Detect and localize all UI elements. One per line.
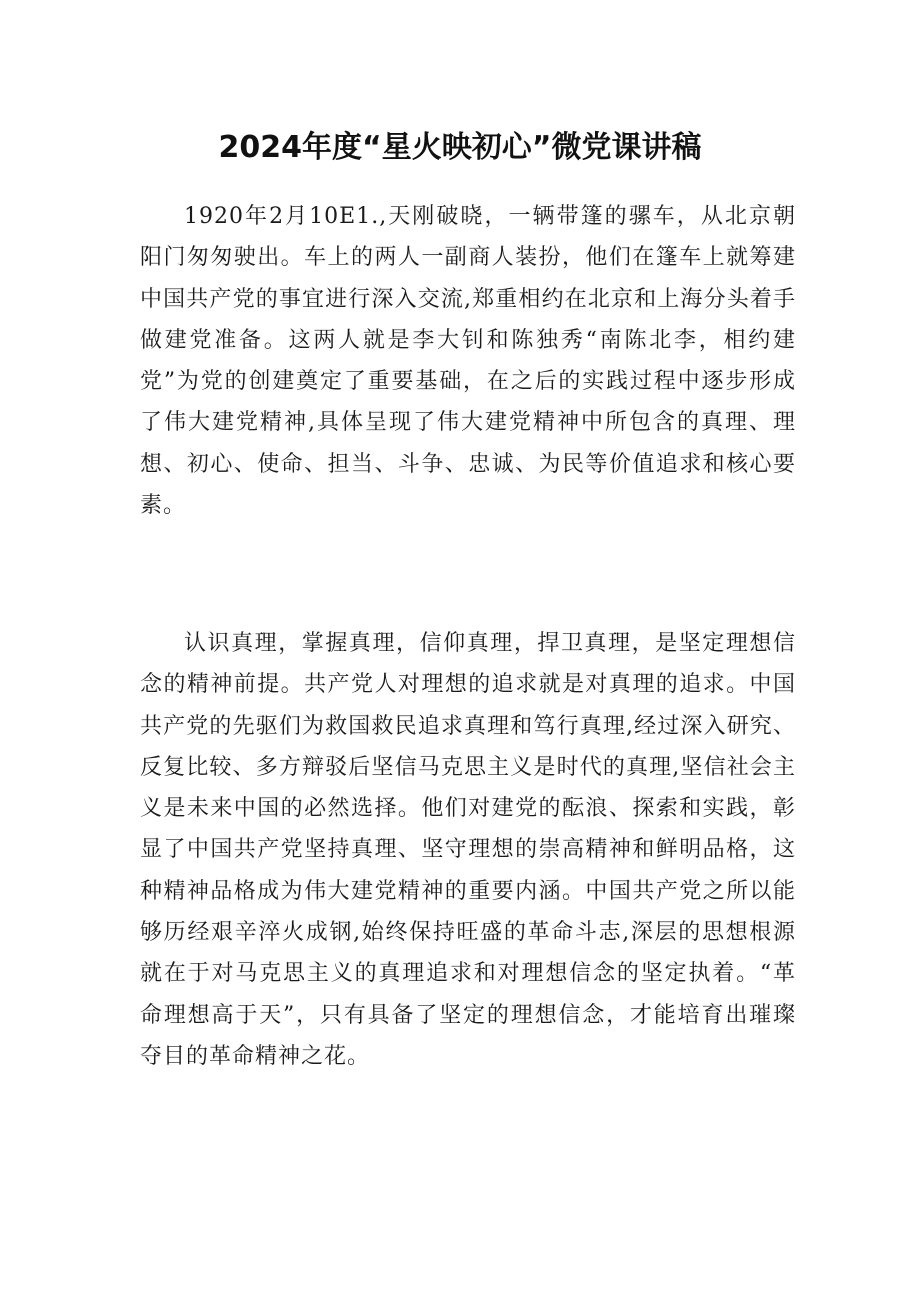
page-title: 2024年度“星火映初心”微党课讲稿 bbox=[218, 130, 702, 165]
paragraph-1: 1920年2月10E1.,天刚破晓，一辆带篷的骡车，从北京朝阳门匆匆驶出。车上的两人一副商人装扮，他们在篷车上就筹建中国共产党的事宜进行深入交流,郑重相约在北京和上海分头着手做建党准备。这两人就是李大钊和陈独秀“南陈北李，相约建党”为党的创建奠定了重要基础，在之后的实践过程中逐步形成了伟大建党精神,具体呈现了伟大建党精神中所包含的真理、理想、初心、使命、担当、斗争、忠诚、为民等价值追求和核心要素。 bbox=[140, 204, 796, 519]
paragraph-2: 认识真理，掌握真理，信仰真理，捍卫真理，是坚定理想信念的精神前提。共产党人对理想的追求就是对真理的追求。中国共产党的先驱们为救国救民追求真理和笃行真理,经过深入研究、反复比较、多方辩驳后坚信马克思主义是时代的真理,坚信社会主义是未来中国的必然选择。他们对建党的酝浪、探索和实践，彰显了中国共产党坚持真理、坚守理想的崇高精神和鲜明品格，这种精神品格成为伟大建党精神的重要内涵。中国共产党之所以能够历经艰辛淬火成钢,始终保持旺盛的革命斗志,深层的思想根源就在于对马克思主义的真理追求和对理想信念的坚定执着。“革命理想高于天”，只有具备了坚定的理想信念，才能培育出璀璨夺目的革命精神之花。 bbox=[140, 631, 796, 1069]
